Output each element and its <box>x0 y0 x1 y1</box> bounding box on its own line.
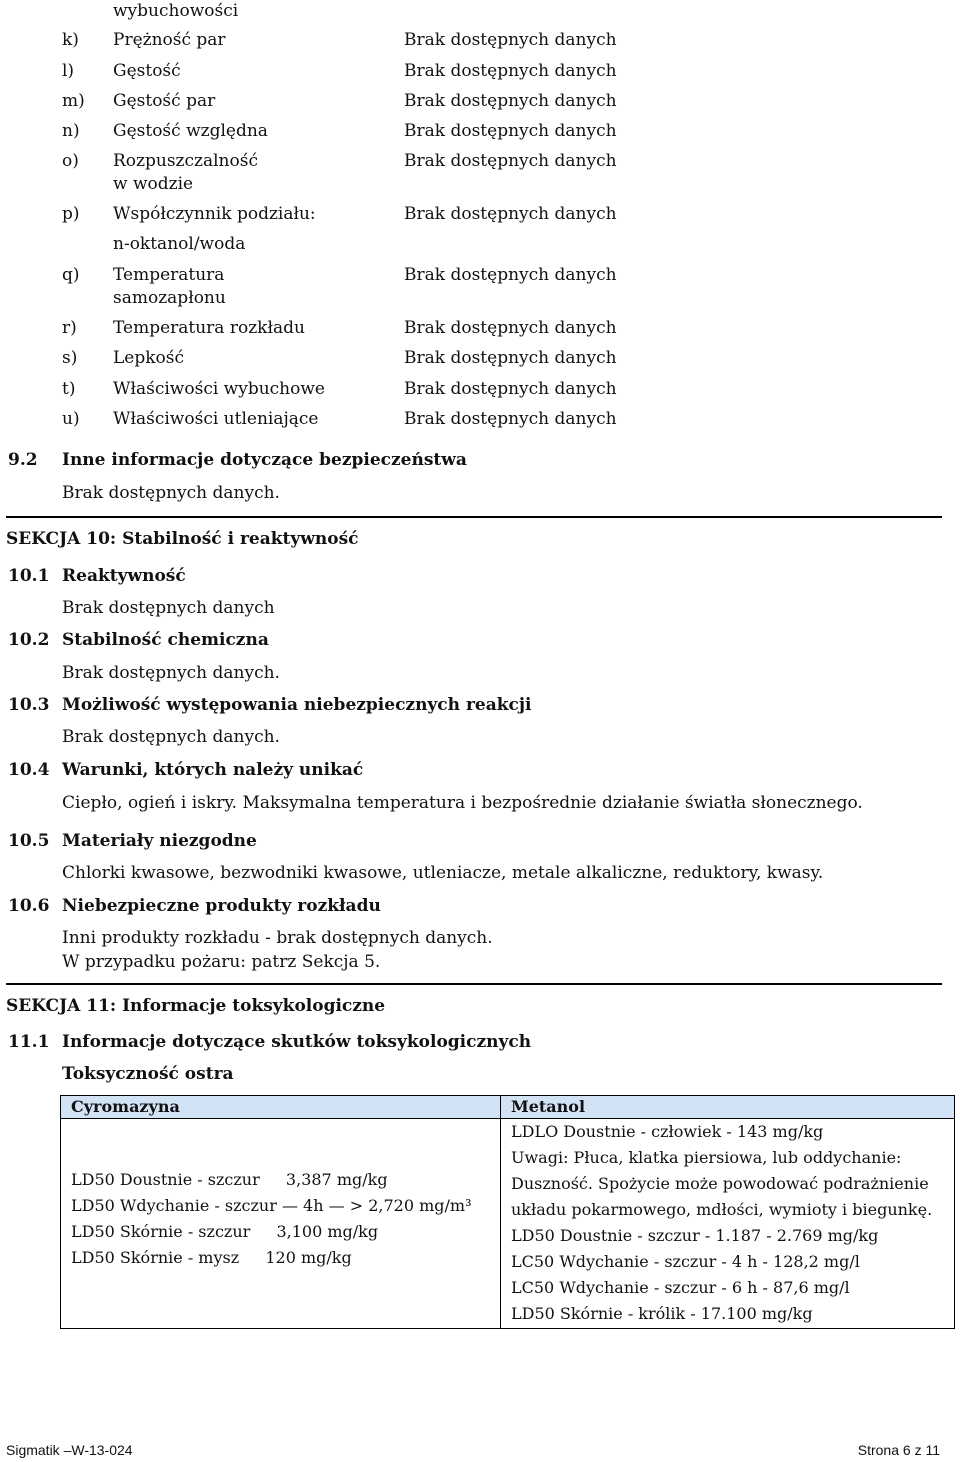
prop-letter-m: m) <box>62 91 85 111</box>
props-top-text: wybuchowości <box>113 1 239 21</box>
subsection-title-conditions-to-avoid: Warunki, których należy unikać <box>62 760 364 780</box>
prop-value-r: Brak dostępnych danych <box>404 318 617 338</box>
table-line: LDLO Doustnie - człowiek - 143 mg/kg <box>511 1122 824 1141</box>
prop-value-s: Brak dostępnych danych <box>404 348 617 368</box>
prop-letter-k: k) <box>62 30 79 50</box>
table-line: LD50 Doustnie - szczur - 1.187 - 2.769 mg/kg <box>511 1226 879 1245</box>
subsection-title-hazardous-reactions: Możliwość występowania niebezpiecznych reakcji <box>62 695 532 715</box>
subsection-text-2: W przypadku pożaru: patrz Sekcja 5. <box>62 952 381 972</box>
section-10-heading: SEKCJA 10: Stabilność i reaktywność <box>6 529 359 549</box>
subsection-number: 10.3 <box>8 695 50 715</box>
table-line: układu pokarmowego, mdłości, wymioty i biegunkę. <box>511 1200 933 1219</box>
prop-name2-q: samozapłonu <box>113 288 226 308</box>
subsection-text: Brak dostępnych danych <box>62 598 275 618</box>
subsection-text: Inni produkty rozkładu - brak dostępnych danych. <box>62 928 493 948</box>
prop-name2-o: w wodzie <box>113 174 194 194</box>
prop-name-k: Prężność par <box>113 30 226 50</box>
subsection-number: 10.1 <box>8 566 50 586</box>
subsection-title-decomposition-products: Niebezpieczne produkty rozkładu <box>62 896 381 916</box>
prop-letter-q: q) <box>62 265 80 285</box>
table-line: LC50 Wdychanie - szczur - 6 h - 87,6 mg/l <box>511 1278 850 1297</box>
prop-value-n: Brak dostępnych danych <box>404 121 617 141</box>
prop-name-p: Współczynnik podziału: <box>113 204 316 224</box>
footer-page-number: Strona 6 z 11 <box>857 1442 940 1458</box>
table-header-methanol: Metanol <box>501 1096 955 1119</box>
prop-name-s: Lepkość <box>113 348 185 368</box>
prop-value-l: Brak dostępnych danych <box>404 61 617 81</box>
footer-document-id: Sigmatik –W-13-024 <box>6 1442 133 1458</box>
table-line: LD50 Wdychanie - szczur — 4h — > 2,720 mg/m³ <box>71 1196 472 1215</box>
subsection-number: 10.2 <box>8 630 50 650</box>
prop-letter-u: u) <box>62 409 80 429</box>
subsection-number: 10.6 <box>8 896 50 916</box>
prop-value-t: Brak dostępnych danych <box>404 379 617 399</box>
prop-name-l: Gęstość <box>113 61 181 81</box>
prop-value-q: Brak dostępnych danych <box>404 265 617 285</box>
prop-letter-l: l) <box>62 61 75 81</box>
section-9-2-title: Inne informacje dotyczące bezpieczeństwa <box>62 450 467 470</box>
prop-value-o: Brak dostępnych danych <box>404 151 617 171</box>
table-cell-methanol <box>501 1119 955 1329</box>
table-line: LD50 Skórnie - szczur 3,100 mg/kg <box>71 1222 379 1241</box>
toxicity-table <box>60 1095 955 1329</box>
prop-name2-p: n-oktanol/woda <box>113 234 246 254</box>
section-divider <box>6 516 942 518</box>
table-line: LD50 Doustnie - szczur 3,387 mg/kg <box>71 1170 388 1189</box>
subsection-text: Brak dostępnych danych. <box>62 727 280 747</box>
prop-value-m: Brak dostępnych danych <box>404 91 617 111</box>
prop-letter-p: p) <box>62 204 80 224</box>
subsection-title-stability: Stabilność chemiczna <box>62 630 269 650</box>
prop-name-r: Temperatura rozkładu <box>113 318 305 338</box>
prop-letter-n: n) <box>62 121 80 141</box>
subsection-text: Chlorki kwasowe, bezwodniki kwasowe, utleniacze, metale alkaliczne, reduktory, kwasy. <box>62 863 824 883</box>
subsection-number: 10.5 <box>8 831 50 851</box>
subsection-number: 10.4 <box>8 760 50 780</box>
prop-name-q: Temperatura <box>113 265 225 285</box>
section-divider <box>6 983 942 985</box>
prop-name-n: Gęstość względna <box>113 121 268 141</box>
section-11-heading: SEKCJA 11: Informacje toksykologiczne <box>6 996 386 1016</box>
section-9-2-number: 9.2 <box>8 450 38 470</box>
prop-name-t: Właściwości wybuchowe <box>113 379 325 399</box>
subsection-title-reactivity: Reaktywność <box>62 566 186 586</box>
acute-toxicity-label: Toksyczność ostra <box>62 1064 234 1084</box>
table-line: Duszność. Spożycie może powodować podrażnienie <box>511 1174 929 1193</box>
prop-letter-r: r) <box>62 318 77 338</box>
table-line: Uwagi: Płuca, klatka piersiowa, lub oddychanie: <box>511 1148 902 1167</box>
prop-value-u: Brak dostępnych danych <box>404 409 617 429</box>
prop-letter-s: s) <box>62 348 78 368</box>
subsection-number: 11.1 <box>8 1032 50 1052</box>
prop-name-o: Rozpuszczalność <box>113 151 258 171</box>
prop-letter-t: t) <box>62 379 76 399</box>
prop-name-u: Właściwości utleniające <box>113 409 319 429</box>
subsection-title-incompatible-materials: Materiały niezgodne <box>62 831 257 851</box>
subsection-title-toxicology: Informacje dotyczące skutków toksykologicznych <box>62 1032 532 1052</box>
table-cell-cyromazine <box>61 1119 501 1329</box>
prop-value-p: Brak dostępnych danych <box>404 204 617 224</box>
prop-name-m: Gęstość par <box>113 91 216 111</box>
subsection-text: Ciepło, ogień i iskry. Maksymalna temperatura i bezpośrednie działanie światła słonecznego. <box>62 793 863 813</box>
subsection-text: Brak dostępnych danych. <box>62 663 280 683</box>
table-line: LD50 Skórnie - mysz 120 mg/kg <box>71 1248 352 1267</box>
table-line: LD50 Skórnie - królik - 17.100 mg/kg <box>511 1304 813 1323</box>
prop-value-k: Brak dostępnych danych <box>404 30 617 50</box>
table-header-cyromazine: Cyromazyna <box>61 1096 501 1119</box>
table-line: LC50 Wdychanie - szczur - 4 h - 128,2 mg/l <box>511 1252 860 1271</box>
prop-letter-o: o) <box>62 151 79 171</box>
section-9-2-text: Brak dostępnych danych. <box>62 483 280 503</box>
